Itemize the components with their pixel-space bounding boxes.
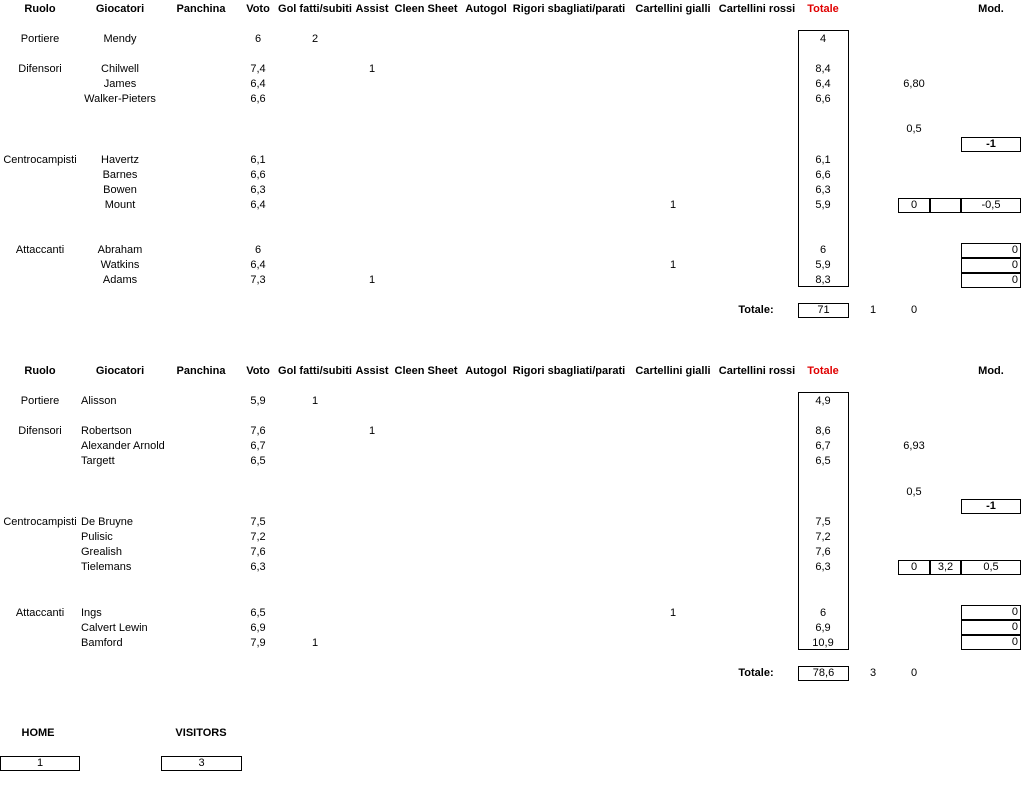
col-header-panchina: Panchina — [176, 3, 226, 15]
player-voto: 6,1 — [250, 154, 266, 166]
player-gol: 1 — [311, 637, 319, 649]
player-name: De Bruyne — [81, 516, 133, 528]
player-voto: 7,5 — [250, 516, 266, 528]
player-voto: 6,3 — [250, 561, 266, 573]
player-voto: 7,4 — [250, 63, 266, 75]
player-totale: 8,3 — [815, 274, 831, 286]
defense-modifier: 0,5 — [906, 123, 922, 135]
home-score-box: 1 — [0, 756, 80, 771]
defense-modifier: 0,5 — [906, 486, 922, 498]
attack-mod-box: 0 — [961, 273, 1021, 288]
player-gialli: 1 — [669, 607, 677, 619]
player-totale: 5,9 — [815, 259, 831, 271]
player-name: Robertson — [81, 425, 132, 437]
player-gol: 2 — [311, 33, 319, 45]
player-totale: 6,1 — [815, 154, 831, 166]
col-header-ruolo: Ruolo — [24, 365, 56, 377]
player-name: Alisson — [81, 395, 117, 407]
player-voto: 6 — [254, 33, 262, 45]
player-name: Grealish — [81, 546, 122, 558]
col-header-assist: Assist — [355, 365, 389, 377]
col-header-ruolo: Ruolo — [24, 3, 56, 15]
player-totale: 5,9 — [815, 199, 831, 211]
player-totale: 6 — [819, 607, 827, 619]
player-totale: 6,6 — [815, 93, 831, 105]
player-name: Barnes — [102, 169, 138, 181]
col-header-mod: Mod. — [978, 3, 1004, 15]
player-name: Alexander Arnold — [81, 440, 165, 452]
col-header-panchina: Panchina — [176, 365, 226, 377]
player-name: Calvert Lewin — [81, 622, 148, 634]
attack-mod-box: 0 — [961, 620, 1021, 635]
player-voto: 7,6 — [250, 546, 266, 558]
player-voto: 6,4 — [250, 259, 266, 271]
player-totale: 7,6 — [815, 546, 831, 558]
player-voto: 6,3 — [250, 184, 266, 196]
player-name: Abraham — [97, 244, 143, 256]
team-total-extra: 0 — [910, 667, 918, 679]
attack-mod-box: 0 — [961, 258, 1021, 273]
player-gialli: 1 — [669, 199, 677, 211]
visitors-score-box: 3 — [161, 756, 242, 771]
player-totale: 6,5 — [815, 455, 831, 467]
player-name: Bamford — [81, 637, 123, 649]
player-gialli: 1 — [669, 259, 677, 271]
defense-average: 6,80 — [903, 78, 925, 90]
player-totale: 7,2 — [815, 531, 831, 543]
player-name: Pulisic — [81, 531, 113, 543]
player-name: Havertz — [101, 154, 139, 166]
role-centrocampisti: Centrocampisti — [3, 516, 77, 528]
col-header-mod: Mod. — [978, 365, 1004, 377]
player-voto: 6,5 — [250, 455, 266, 467]
player-voto: 7,6 — [250, 425, 266, 437]
player-voto: 6,4 — [250, 78, 266, 90]
col-header-rossi: Cartellini rossi — [718, 365, 796, 377]
col-header-giocatori: Giocatori — [95, 365, 145, 377]
role-portiere: Portiere — [20, 395, 60, 407]
team-total-extra: 3 — [869, 667, 877, 679]
player-name: Mendy — [103, 33, 137, 45]
col-header-clean-sheet: Cleen Sheet — [394, 365, 458, 377]
player-voto: 6,9 — [250, 622, 266, 634]
player-totale: 8,6 — [815, 425, 831, 437]
player-totale: 6,6 — [815, 169, 831, 181]
col-header-voto: Voto — [246, 3, 270, 15]
player-voto: 6,5 — [250, 607, 266, 619]
role-portiere: Portiere — [20, 33, 60, 45]
player-voto: 6,6 — [250, 93, 266, 105]
player-totale: 6,9 — [815, 622, 831, 634]
col-header-autogol: Autogol — [465, 3, 507, 15]
col-header-rigori: Rigori sbagliati/parati — [512, 3, 626, 15]
player-totale: 6,3 — [815, 184, 831, 196]
attack-mod-box: 0 — [961, 605, 1021, 620]
role-centrocampisti: Centrocampisti — [3, 154, 77, 166]
mod-negative-box: -1 — [961, 499, 1021, 514]
totale-label: Totale: — [738, 304, 774, 316]
midfield-mod-box: -0,5 — [961, 198, 1021, 213]
player-name: Watkins — [100, 259, 140, 271]
defense-average: 6,93 — [903, 440, 925, 452]
player-name: Adams — [102, 274, 138, 286]
player-name: Bowen — [103, 184, 137, 196]
home-label: HOME — [21, 727, 55, 739]
player-voto: 7,9 — [250, 637, 266, 649]
col-header-gialli: Cartellini gialli — [635, 3, 711, 15]
midfield-mod-box: 0,5 — [961, 560, 1021, 575]
player-assist: 1 — [368, 63, 376, 75]
role-difensori: Difensori — [18, 425, 62, 437]
midfield-mod-box: 0 — [898, 198, 930, 213]
midfield-mod-box — [930, 198, 961, 213]
player-name: James — [103, 78, 137, 90]
col-header-assist: Assist — [355, 3, 389, 15]
role-attaccanti: Attaccanti — [15, 244, 65, 256]
col-header-totale: Totale — [807, 365, 839, 377]
col-header-totale: Totale — [807, 3, 839, 15]
player-name: Mount — [104, 199, 136, 211]
player-name: Chilwell — [101, 63, 139, 75]
player-totale: 6,4 — [815, 78, 831, 90]
role-difensori: Difensori — [18, 63, 62, 75]
attack-mod-box: 0 — [961, 243, 1021, 258]
totale-label: Totale: — [738, 667, 774, 679]
col-header-gol: Gol fatti/subiti — [278, 3, 352, 15]
team-total-extra: 1 — [869, 304, 877, 316]
player-name: Ings — [81, 607, 102, 619]
player-voto: 7,2 — [250, 531, 266, 543]
player-totale: 7,5 — [815, 516, 831, 528]
midfield-mod-box: 3,2 — [930, 560, 961, 575]
player-name: Targett — [81, 455, 115, 467]
col-header-gol: Gol fatti/subiti — [278, 365, 352, 377]
team-total-box: 71 — [798, 303, 849, 318]
player-totale: 8,4 — [815, 63, 831, 75]
player-voto: 6,6 — [250, 169, 266, 181]
player-voto: 6,7 — [250, 440, 266, 452]
col-header-giocatori: Giocatori — [95, 3, 145, 15]
team-total-box: 78,6 — [798, 666, 849, 681]
player-voto: 6,4 — [250, 199, 266, 211]
player-totale: 6,7 — [815, 440, 831, 452]
player-assist: 1 — [368, 425, 376, 437]
mod-negative-box: -1 — [961, 137, 1021, 152]
player-totale: 4,9 — [815, 395, 831, 407]
player-totale: 4 — [819, 33, 827, 45]
player-gol: 1 — [311, 395, 319, 407]
player-totale: 6,3 — [815, 561, 831, 573]
col-header-autogol: Autogol — [465, 365, 507, 377]
player-voto: 7,3 — [250, 274, 266, 286]
player-name: Tielemans — [81, 561, 132, 573]
player-totale: 6 — [819, 244, 827, 256]
player-name: Walker-Pieters — [84, 93, 156, 105]
player-assist: 1 — [368, 274, 376, 286]
midfield-mod-box: 0 — [898, 560, 930, 575]
col-header-voto: Voto — [246, 365, 270, 377]
col-header-clean-sheet: Cleen Sheet — [394, 3, 458, 15]
col-header-rigori: Rigori sbagliati/parati — [512, 365, 626, 377]
visitors-label: VISITORS — [175, 727, 227, 739]
col-header-gialli: Cartellini gialli — [635, 365, 711, 377]
role-attaccanti: Attaccanti — [15, 607, 65, 619]
player-voto: 6 — [254, 244, 262, 256]
team-total-extra: 0 — [910, 304, 918, 316]
col-header-rossi: Cartellini rossi — [718, 3, 796, 15]
player-totale: 10,9 — [812, 637, 834, 649]
player-voto: 5,9 — [250, 395, 266, 407]
attack-mod-box: 0 — [961, 635, 1021, 650]
